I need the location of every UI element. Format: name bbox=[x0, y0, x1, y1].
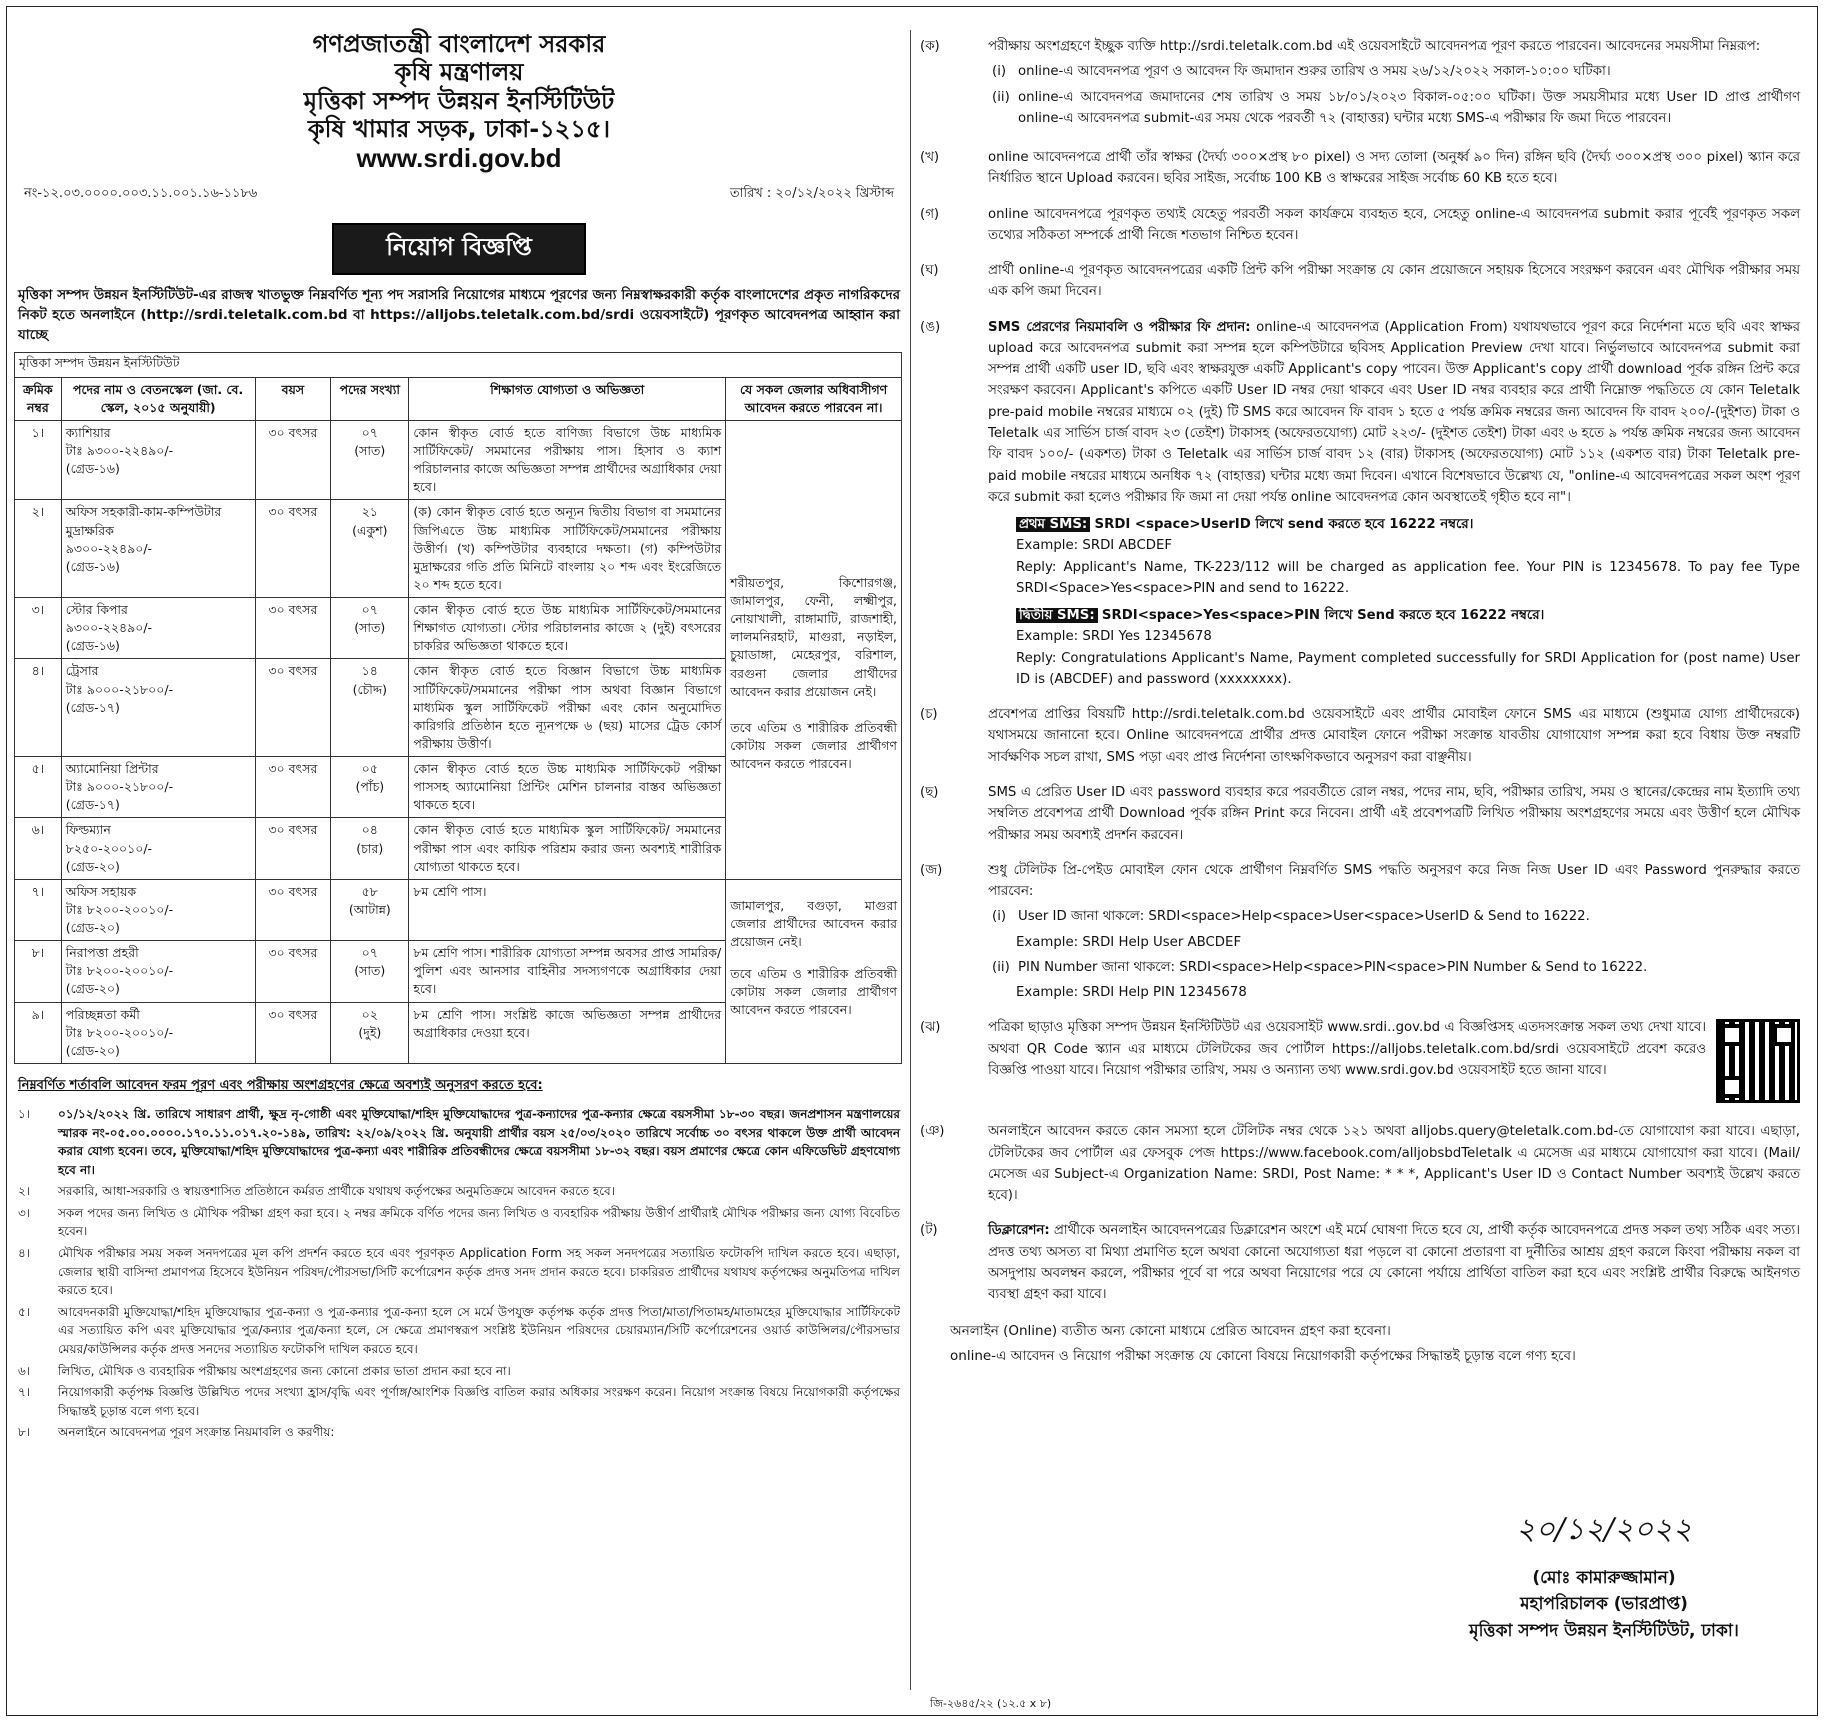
signature-block bbox=[1444, 1505, 1764, 1644]
conditions-list bbox=[14, 1105, 904, 1442]
cell-age: ৩০ বৎসর bbox=[255, 818, 331, 879]
cell-qualification: (ক) কোন স্বীকৃত বোর্ড হতে অন্যূন দ্বিতীয় বিভাগ বা সমমানের জিপিএতে উচ্চ মাধ্যমিক সার্টিফিকেট/সমমানের পরীক্ষায় উত্তীর্ণ। (খ) কম্পিউটার ব্যবহারে দক্ষতা। (গ) কম্পিউটার মুদ্রাক্ষরের গতি প্রতি মিনিটে বাংলায় ২০ শব্দ এবং ইংরেজিতে ২০ শব্দ হতে হবে। bbox=[409, 500, 726, 598]
item-ta-declaration: (ট) ডিক্লারেশন: প্রার্থীকে অনলাইন আবেদনপত্রের ডিক্লারেশন অংশে এই মর্মে ঘোষণা দিতে হবে যে, প্রার্থী কর্তৃক আবেদনপত্রে প্রদত্ত সকল তথ্য সঠিক এবং সত্য। প্রদত্ত তথ্য অসত্য বা মিথ্যা প্রমাণিত হলে অথবা কোনো অযোগ্যতা ধরা পড়লে বা কোনো প্রতারণা বা দুর্নীতির আশ্রয় গ্রহণ করলে কিংবা পরীক্ষায় নকল বা অসদুপায় অবলম্বন করলে, পরীক্ষার পূর্বে বা পরে অথবা নিয়োগের পরে যে কোনো পর্যায়ে প্রার্থিতা বাতিল করা হবে এবং সংশ্লিষ্ট প্রার্থীর বিরুদ্ধে আইনগত ব্যবস্থা গ্রহণ করা যাবে। bbox=[920, 1223, 1800, 1303]
cell-post: ফিল্ডম্যান ৮২৫০-২০০১০/- (গ্রেড-২০) bbox=[61, 818, 255, 879]
item-ja: (জ) শুধু টেলিটক প্রি-পেইড মোবাইল ফোন থেকে প্রার্থীগণ নিম্নবর্ণিত SMS পদ্ধতি অনুসরণ করে নিজ নিজ User ID এবং Password পুনরুদ্ধার করতে পারবেন: (i) User ID জানা থাকলে: SRDI<space>Help<space>User<space>UserID & Send to 16222. Example: SRDI Help User ABCDEF (ii) PIN Number জানা থাকলে: SRDI<space>Help<space>PIN<space>PIN Number & Send to 16222. Example: SRDI Help PIN 12345678 bbox=[920, 862, 1800, 1001]
cell-post: ক্যাশিয়ার টাঃ ৯৩০০-২২৪৯০/- (গ্রেড-১৬) bbox=[61, 420, 255, 500]
item-nya: (ঞ) অনলাইনে আবেদন করতে কোন সমস্যা হলে টেলিটক নম্বর থেকে ১২১ অথবা alljobs.query@teletalk.com.bd-তে যোগাযোগ করা যাবে। এছাড়া, টেলিটকের জব পোর্টাল এর ফেসবুক পেজ https://www.facebook.com/alljobsbdTeletalk এ মেসেজ এর মাধ্যমে যোগাযোগ করা যাবে। (Mail/মেসেজ এর Subject-এ Organization Name: SRDI, Post Name: * * *, Applicant's User ID ও Contact Number অবশ্যই উল্লেখ করতে হবে)। bbox=[920, 1124, 1800, 1204]
vacancy-table bbox=[14, 377, 902, 1064]
cell-age: ৩০ বৎসর bbox=[255, 941, 331, 1002]
qr-code-icon bbox=[1716, 1019, 1800, 1103]
cell-post: অফিস সহায়ক টাঃ ৮২০০-২০০১০/- (গ্রেড-২০) bbox=[61, 879, 255, 940]
cell-post: অ্যামোনিয়া প্রিন্টার টাঃ ৯০০০-২১৮০০/- (গ্রেড-১৭) bbox=[61, 757, 255, 818]
cell-age: ৩০ বৎসর bbox=[255, 420, 331, 500]
cell-count: ০৭ (সাত) bbox=[331, 941, 409, 1002]
ministry-name: কৃষি মন্ত্রণালয় bbox=[394, 58, 524, 87]
condition-item: ৮। অনলাইনে আবেদনপত্র পূরণ সংক্রান্ত নিয়মাবলি ও করণীয়: bbox=[18, 1425, 335, 1440]
column-divider bbox=[910, 30, 911, 1690]
condition-item: ৪। মৌখিক পরীক্ষার সময় সকল সনদপত্রের মূল কপি প্রদর্শন করতে হবে এবং পূরণকৃত Application Form সহ সকল সনদপত্রের সত্যায়িত ফটোকপি দাখিল করতে হবে। এছাড়া, জেলার স্থায়ী বাসিন্দা প্রমাণপত্র হিসেবে ইউনিয়ন পরিষদ/পৌরসভা/সিটি কর্পোরেশন কর্তৃক প্রদত্ত সনদ প্রদান করতে হবে। চাকরিরত প্রার্থীদের যথাযথ কর্তৃপক্ষের অনুমতিপত্র দাখিল করতে হবে। bbox=[18, 1246, 900, 1298]
col-serial: ক্রমিক নম্বর bbox=[15, 377, 62, 420]
notice-title: নিয়োগ বিজ্ঞপ্তি bbox=[332, 223, 586, 275]
cell-post: স্টোর কিপার ৯৩০০-২২৪৯০/- (গ্রেড-১৬) bbox=[61, 598, 255, 659]
cell-qualification: কোন স্বীকৃত বোর্ড হতে উচ্চ মাধ্যমিক সার্টিফিকেট/সমমানের শিক্ষাগত যোগ্যতা। স্টোর পরিচালনার কাজে ২ (দুই) বৎসরের চাকরির অভিজ্ঞতা থাকতে হবে। bbox=[409, 598, 726, 659]
cell-serial: ৬। bbox=[15, 818, 62, 879]
conditions-title: নিম্নবর্ণিত শর্তাবলি আবেদন ফরম পূরণ এবং পরীক্ষায় অংশগ্রহণের ক্ষেত্রে অবশ্যই অনুসরণ করতে হবে: bbox=[18, 1077, 543, 1093]
cell-count: ২১ (একুশ) bbox=[331, 500, 409, 598]
cell-age: ৩০ বৎসর bbox=[255, 1002, 331, 1063]
online-only-note: অনলাইন (Online) ব্যতীত অন্য কোনো মাধ্যমে প্রেরিত আবেদন গ্রহণ করা হবেনা। bbox=[950, 1323, 1391, 1340]
cell-count: ৫৮ (আটান্ন) bbox=[331, 879, 409, 940]
cell-count: ০৫ (পাঁচ) bbox=[331, 757, 409, 818]
institute-address: কৃষি খামার সড়ক, ঢাকা-১২১৫। bbox=[307, 114, 611, 143]
item-kha: (খ) online আবেদনপত্রে প্রার্থী তাঁর স্বাক্ষর (দৈর্ঘ্য ৩০০×প্রস্থ ৮০ pixel) ও সদ্য তোলা (অনুর্ধ্ব ৯০ দিন) রঙ্গিন ছবি (দৈর্ঘ্য ৩০০×প্রস্থ ৩০০ pixel) স্ক্যান করে নির্ধারিত স্থানে Upload করবেন। ছবির সাইজ, সর্বোচ্চ 100 KB ও স্বাক্ষরের সাইজ সর্বোচ্চ 60 KB হতে হবে। bbox=[920, 150, 1800, 187]
cell-age: ৩০ বৎসর bbox=[255, 659, 331, 757]
cell-count: ১৪ (চৌদ্দ) bbox=[331, 659, 409, 757]
table-header-row bbox=[15, 377, 902, 420]
item-cha: (চ) প্রবেশপত্র প্রাপ্তির বিষয়টি http://srdi.teletalk.com.bd ওয়েবসাইটে এবং প্রার্থীর মোবাইল ফোনে SMS এর মাধ্যমে (শুধুমাত্র যোগ্য প্রার্থীদেরকে) যথাসময়ে জানানো হবে। Online আবেদনপত্রে প্রার্থীর প্রদত্ত মোবাইল ফোনে পরীক্ষা সংক্রান্ত যাবতীয় যোগাযোগ সম্পন্ন করা হবে বিধায় উক্ত নম্বরটি সার্বক্ষণিক সচল রাখা, SMS পড়া এবং প্রাপ্ত নির্দেশনা তাৎক্ষণিকভাবে অনুসরণ করা বাঞ্ছনীয়। bbox=[920, 707, 1800, 765]
cell-qualification: কোন স্বীকৃত বোর্ড হতে বাণিজ্য বিভাগে উচ্চ মাধ্যমিক সার্টিফিকেট/ সমমানের পরীক্ষায় পাস। হিসাব ও ক্যাশ পরিচালনার কাজে অভিজ্ঞতা সম্পন্ন প্রার্থীদের অগ্রাধিকার দেয়া হবে। bbox=[409, 420, 726, 500]
cell-districts: শরীয়তপুর, কিশোরগঞ্জ, জামালপুর, ফেনী, লক্ষ্মীপুর, নোয়াখালী, রাঙ্গামাটি, রাজশাহী, লালমনিরহাট, মাগুরা, নড়াইল, চুয়াডাঙ্গা, মেহেরপুর, বরিশাল, বরগুনা জেলার প্রার্থীদের আবেদন করার প্রয়োজন নেই। তবে এতিম ও শারীরিক প্রতিবন্ধী কোটায় সকল জেলার প্রার্থীগণ আবেদন করতে পারবেন। bbox=[726, 420, 902, 879]
authority-note: online-এ আবেদন ও নিয়োগ পরীক্ষা সংক্রান্ত যে কোনো বিষয়ে নিয়োগকারী কর্তৃপক্ষের সিদ্ধান্তই চূড়ান্ত বলে গণ্য হবে। bbox=[950, 1347, 1576, 1364]
cell-post: ট্রেসার টাঃ ৯০০০-২১৮০০/- (গ্রেড-১৭) bbox=[61, 659, 255, 757]
institute-website: www.srdi.gov.bd bbox=[356, 143, 562, 174]
cell-count: ০৭ (সাত) bbox=[331, 598, 409, 659]
item-chha: (ছ) SMS এ প্রেরিত User ID এবং password ব্যবহার করে পরবর্তীতে রোল নম্বর, পদের নাম, ছবি, পরীক্ষার তারিখ, সময় ও স্থানের/কেন্দ্রের নাম ইত্যাদি তথ্য সম্বলিত প্রবেশপত্র প্রার্থী Download পূর্বক রঙ্গিন Print করে নিবেন। প্রার্থী এই প্রবেশপত্রটি লিখিত পরীক্ষায় অংশগ্রহণের সময়ে এবং উত্তীর্ণ হলে মৌখিক পরীক্ষার সময় অবশ্যই প্রদর্শন করবেন। bbox=[920, 784, 1800, 843]
govt-name: গণপ্রজাতন্ত্রী বাংলাদেশ সরকার bbox=[312, 30, 606, 58]
cell-post: পরিচ্ছন্নতা কর্মী টাঃ ৮২০০-২০০১০/- (গ্রেড-২০) bbox=[61, 1002, 255, 1063]
reference-row bbox=[14, 184, 904, 205]
footer-code: জি-২৬৪৫/২২ (১২.৫ x ৮) bbox=[930, 1697, 1052, 1710]
cell-qualification: ৮ম শ্রেণি পাস। bbox=[409, 879, 726, 940]
cell-qualification: কোন স্বীকৃত বোর্ড হতে মাধ্যমিক স্কুল সার্টিফিকেট/ সমমানের পরীক্ষা পাস এবং কায়িক পরিশ্রম করার জন্য অবশ্যই শারীরিক যোগ্যতা থাকতে হবে। bbox=[409, 818, 726, 879]
condition-item: ৭। নিয়োগকারী কর্তৃপক্ষ বিজ্ঞপ্তি উল্লিখিত পদের সংখ্যা হ্রাস/বৃদ্ধি এবং পূর্ণাঙ্গ/আংশিক বিজ্ঞপ্তি বাতিল করার অধিকার সংরক্ষণ করেন। নিয়োগ সংক্রান্ত বিষয়ে নিয়োগকারী কর্তৃপক্ষের সিদ্ধান্তই চূড়ান্ত বলে গণ্য হবে। bbox=[18, 1385, 900, 1418]
col-qualification: শিক্ষাগত যোগ্যতা ও অভিজ্ঞতা bbox=[409, 377, 726, 420]
right-column bbox=[920, 36, 1800, 1368]
cell-serial: ৯। bbox=[15, 1002, 62, 1063]
signatory-organization: মৃত্তিকা সম্পদ উন্নয়ন ইনস্টিটিউট, ঢাকা। bbox=[1469, 1620, 1739, 1641]
item-uma-sms-rules: (ঙ) SMS প্রেরণের নিয়মাবলি ও পরীক্ষার ফি প্রদান: online-এ আবেদনপত্র (Application From) যথাযথভাবে পূরণ করে নির্দেশনা মতে ছবি এবং স্বাক্ষর upload করে আবেদনপত্র submit করা সম্পন্ন হলে কম্পিউটারে ছবিসহ Application Preview দেখা যাবে। নির্ভুলভাবে আবেদনপত্র submit করা সম্পন্ন প্রার্থী একটি user ID, ছবি এবং স্বাক্ষরযুক্ত একটি Applicant's copy পাবেন। উক্ত Applicant's copy প্রার্থী download পূর্বক রঙ্গিন প্রিন্ট করে সংরক্ষণ করবেন। Applicant's কপিতে একটি User ID নম্বর দেয়া থাকবে এবং User ID নম্বর ব্যবহার করে প্রার্থী নিম্নোক্ত পদ্ধতিতে যে কোন Teletalk pre-paid mobile নম্বরের মাধ্যমে ০২ (দুই) টি SMS করে আবেদন ফি বাবদ ১ হতে ৫ পর্যন্ত ক্রমিক নম্বরের জন্য আবেদন ফি বাবদ ২০০/-(দুইশত) টাকা ও Teletalk এর সার্ভিস চার্জ বাবদ ২৩ (তেইশ) টাকাসহ (অফেরতযোগ্য) মোট ২২৩/- (দুইশত তেইশ) টাকা এবং ৬ হতে ৯ পর্যন্ত ক্রমিক নম্বরের জন্য আবেদন ফি বাবদ ১০০/- (একশত) টাকা ও Teletalk এর সার্ভিস চার্জ বাবদ ১২ (বার) টাকাসহ (অফেরতযোগ্য) মোট ১১২ (একশত বার) টাকা Teletalk pre-paid mobile নম্বরের মাধ্যমে অনধিক ৭২ (বাহাত্তর) ঘন্টার মধ্যে জমা দিবেন। এখানে বিশেষভাবে উল্লেখ্য যে, "online-এ আবেদনপত্রের সকল অংশ পূরণ করে submit করা হলেও পরীক্ষার ফি জমা না দেয়া পর্যন্ত online আবেদনপত্র কোন অবস্থাতেই গৃহীত হবে না"। প্রথম SMS: SRDI <space>UserID লিখে send করতে হবে 16222 নম্বরে। Example: SRDI ABCDEF Reply: Applicant's Name, TK-223/112 will be charged as application fee. Your PIN is 12345678. To pay fee Type SRDI<Space>Yes<space>PIN and send to 16222. দ্বিতীয় SMS: SRDI<space>Yes<space>PIN লিখে Send করতে হবে 16222 নম্বরে। Example: SRDI Yes 12345678 Reply: Congratulations Applicant's Name, Payment completed successfully for SRDI Application for (post name) User ID is (ABCDEF) and password (xxxxxxxx). bbox=[920, 319, 1800, 687]
cell-count: ০৪ (চার) bbox=[331, 818, 409, 879]
cell-post: অফিস সহকারী-কাম-কম্পিউটার মুদ্রাক্ষরিক ৯৩০০-২২৪৯০/- (গ্রেড-১৬) bbox=[61, 500, 255, 598]
cell-serial: ৭। bbox=[15, 879, 62, 940]
cell-serial: ২। bbox=[15, 500, 62, 598]
cell-age: ৩০ বৎসর bbox=[255, 757, 331, 818]
cell-qualification: ৮ম শ্রেণি পাস। সংশ্লিষ্ট কাজে অভিজ্ঞতা সম্পন্ন প্রার্থীদের অগ্রাধিকার দেওয়া হবে। bbox=[409, 1002, 726, 1063]
condition-item: ২। সরকারি, আধা-সরকারি ও স্বায়ত্তশাসিত প্রতিষ্ঠানে কর্মরত প্রার্থীকে যথাযথ কর্তৃপক্ষের অনুমতিক্রমে আবেদন করতে হবে। bbox=[18, 1184, 615, 1199]
item-jha: (ঝ) পত্রিকা ছাড়াও মৃত্তিকা সম্পদ উন্নয়ন ইনস্টিটিউট এর ওয়েবসাইট www.srdi..gov.bd এ বিজ্ঞপ্তিসহ এতদসংক্রান্ত সকল তথ্য দেখা যাবে। অথবা QR Code স্ক্যান এর মাধ্যমে টেলিটকের জব পোর্টাল https://alljobs.teletalk.com.bd/srdi ওয়েবসাইটে প্রবেশ করেও বিজ্ঞপ্তি পাওয়া যাবে। নিয়োগ পরীক্ষার তারিখ, সময় ও অন্যান্য তথ্য www.srdi.gov.bd ওয়েবসাইট হতে জানা যাবে। bbox=[920, 1017, 1800, 1107]
notice-date: তারিখ : ২০/১২/২০২২ খ্রিস্টাব্দ bbox=[729, 185, 894, 201]
handwritten-signature: ২০/১২/২০২২ bbox=[1515, 1512, 1693, 1547]
cell-age: ৩০ বৎসর bbox=[255, 598, 331, 659]
table-caption: মৃত্তিকা সম্পদ উন্নয়ন ইনস্টিটিউট bbox=[14, 352, 902, 377]
cell-serial: ৪। bbox=[15, 659, 62, 757]
cell-qualification: কোন স্বীকৃত বোর্ড হতে বিজ্ঞান বিভাগে উচ্চ মাধ্যমিক সার্টিফিকেট/সমমানের পরীক্ষা পাস অথবা বিজ্ঞান বিভাগে মাধ্যমিক স্কুল সার্টিফিকেট পরীক্ষা এবং কোন অনুমোদিত কারিগরি প্রতিষ্ঠান হতে ন্যূনপক্ষে ৬ (ছয়) মাসের ট্রেড কোর্স পরীক্ষায় উত্তীর্ণ। bbox=[409, 659, 726, 757]
item-ga: (গ) online আবেদনপত্রে পূরণকৃত তথ্যই যেহেতু পরবর্তী সকল কার্যক্রমে ব্যবহৃত হবে, সেহেতু online-এ আবেদনপত্র submit করার পূর্বেই পূরণকৃত সকল তথ্যের সঠিকতা সম্পর্কে প্রার্থী নিজে শতভাগ নিশ্চিত হবেন। bbox=[920, 206, 1800, 243]
signatory-designation: মহাপরিচালক (ভারপ্রাপ্ত) bbox=[1520, 1594, 1688, 1615]
col-districts: যে সকল জেলার অধিবাসীগণ আবেদন করতে পারবেন না। bbox=[726, 377, 902, 420]
col-age: বয়স bbox=[255, 377, 331, 420]
condition-item: ১। ০১/১২/২০২২ খ্রি. তারিখে সাধারণ প্রার্থী, ক্ষুদ্র নৃ-গোষ্ঠী এবং মুক্তিযোদ্ধা/শহিদ মুক্তিযোদ্ধাদের পুত্র-কন্যাদের পুত্র-কন্যার ক্ষেত্রে বয়সসীমা ১৮-৩০ বছর। জনপ্রশাসন মন্ত্রণালয়ের স্মারক নং-০৫.০০.০০০০.১৭০.১১.০১৭.২০-১৪৯, তারিখ: ২২/০৯/২০২২ খ্রি. অনুযায়ী প্রার্থীর বয়স ২৫/০৩/২০২০ তারিখে সর্বোচ্চ ৩০ বৎসর থাকলে উক্ত প্রার্থী আবেদন করার যোগ্য হবেন। তবে, মুক্তিযোদ্ধা/শহিদ মুক্তিযোদ্ধাদের পুত্র-কন্যা এবং শারীরিক প্রতিবন্ধীদের ক্ষেত্রে বয়সসীমা ১৮-৩২ বছর। বয়স প্রমাণের ক্ষেত্রে কোন এফিডেভিট গ্রহণযোগ্য হবে না। bbox=[18, 1106, 900, 1177]
condition-item: ৩। সকল পদের জন্য লিখিত ও মৌখিক পরীক্ষা গ্রহণ করা হবে। ২ নম্বর ক্রমিকে বর্ণিত পদের জন্য লিখিত ও ব্যবহারিক পরীক্ষায় উত্তীর্ণ প্রার্থীরাই মৌখিক পরীক্ষার জন্য যোগ্য বিবেচিত হবেন। bbox=[18, 1205, 900, 1239]
condition-item: ৫। আবেদনকারী মুক্তিযোদ্ধা/শহিদ মুক্তিযোদ্ধার পুত্র-কন্যা ও পুত্র-কন্যার পুত্র-কন্যা হলে সে মর্মে উপযুক্ত কর্তৃপক্ষ কর্তৃক প্রদত্ত পিতা/মাতা/পিতামহ/মাতামহের মুক্তিযোদ্ধার সার্টিফিকেট এর সত্যায়িত কপি এবং মুক্তিযোদ্ধার পুত্র/কন্যার পুত্র/কন্যা হলে, সে ক্ষেত্রে প্রমাণস্বরূপ সংশ্লিষ্ট ইউনিয়ন পরিষদের চেয়ারম্যান/সিটি কর্পোরেশনের ওয়ার্ড কাউন্সিলর/পৌরসভার মেয়র/কাউন্সিলর কর্তৃক প্রদত্ত সনদের সত্যায়িত ফটোকপি দাখিল করতে হবে। bbox=[18, 1304, 900, 1357]
cell-qualification: ৮ম শ্রেণি পাস। শারীরিক যোগ্যতা সম্পন্ন অবসর প্রাপ্ত সামরিক/পুলিশ এবং আনসার বাহিনীর সদস্যগণকে অগ্রাধিকার দেয়া হবে। bbox=[409, 941, 726, 1002]
item-gha: (ঘ) প্রার্থী online-এ পূরণকৃত আবেদনপত্রের একটি প্রিন্ট কপি পরীক্ষা সংক্রান্ত যে কোন প্রয়োজনে সহায়ক হিসেবে সংরক্ষণ করবেন এবং মৌখিক পরীক্ষার সময় এক কপি জমা দিবেন। bbox=[920, 263, 1800, 300]
cell-qualification: কোন স্বীকৃত বোর্ড হতে উচ্চ মাধ্যমিক সার্টিফিকেট পরীক্ষা পাসসহ অ্যামোনিয়া প্রিন্টিং মেশিন চালনার বাস্তব অভিজ্ঞতা থাকতে হবে। bbox=[409, 757, 726, 818]
first-sms-tag: প্রথম SMS: bbox=[1016, 517, 1090, 532]
cell-serial: ৫। bbox=[15, 757, 62, 818]
left-column bbox=[14, 30, 904, 1445]
cell-age: ৩০ বৎসর bbox=[255, 879, 331, 940]
second-sms-tag: দ্বিতীয় SMS: bbox=[1016, 608, 1098, 623]
institute-name: মৃত্তিকা সম্পদ উন্নয়ন ইনস্টিটিউট bbox=[303, 86, 615, 115]
cell-count: ০৭ (সাত) bbox=[331, 420, 409, 500]
cell-serial: ৮। bbox=[15, 941, 62, 1002]
table-row bbox=[15, 879, 902, 940]
cell-districts: জামালপুর, বগুড়া, মাগুরা জেলার প্রার্থীদের আবেদন করার প্রয়োজন নেই। তবে এতিম ও শারীরিক প্রতিবন্ধী কোটায় সকল জেলার প্রার্থীগণ আবেদন করতে পারবেন। bbox=[726, 879, 902, 1063]
cell-count: ০২ (দুই) bbox=[331, 1002, 409, 1063]
cell-serial: ১। bbox=[15, 420, 62, 500]
cell-post: নিরাপত্তা প্রহরী টাঃ ৮২০০-২০০১০/- (গ্রেড-২০) bbox=[61, 941, 255, 1002]
condition-item: ৬। লিখিত, মৌখিক ও ব্যবহারিক পরীক্ষায় অংশগ্রহণের জন্য কোনো প্রকার ভাতা প্রদান করা হবে না। bbox=[18, 1363, 511, 1378]
signatory-name: (মোঃ কামারুজ্জামান) bbox=[1532, 1568, 1676, 1588]
cell-age: ৩০ বৎসর bbox=[255, 500, 331, 598]
memo-number: নং-১২.০৩.০০০০.০০৩.১১.০০১.১৬-১১৮৬ bbox=[24, 185, 258, 201]
table-row bbox=[15, 420, 902, 500]
cell-serial: ৩। bbox=[15, 598, 62, 659]
intro-paragraph: মৃত্তিকা সম্পদ উন্নয়ন ইনস্টিটিউট-এর রাজস্ব খাতভুক্ত নিম্নবর্ণিত শূন্য পদ সরাসরি নিয়োগের মাধ্যমে পূরণের জন্য নিম্নস্বাক্ষরকারী কর্তৃক বাংলাদেশের প্রকৃত নাগরিকদের নিকট হতে অনলাইনে (http://srdi.teletalk.com.bd বা https://alljobs.teletalk.com.bd/srdi ওয়েবসাইটে) পূরণকৃত আবেদনপত্র আহ্বান করা যাচ্ছে bbox=[18, 286, 900, 344]
item-ka: (ক) পরীক্ষায় অংশগ্রহণে ইচ্ছুক ব্যক্তি http://srdi.teletalk.com.bd এই ওয়েবসাইটে আবেদনপত্র পূরণ করতে পারবেন। আবেদনের সময়সীমা নিম্নরূপ: (i) online-এ আবেদনপত্র পূরণ ও আবেদন ফি জমাদান শুরুর তারিখ ও সময় ২৬/১২/২০২২ সকাল-১০:০০ ঘটিকা। (ii) online-এ আবেদনপত্র জমাদানের শেষ তারিখ ও সময় ১৮/০১/২০২৩ বিকাল-০৫:০০ ঘটিকা। উক্ত সময়সীমার মধ্যে User ID প্রাপ্ত প্রার্থীগণ online-এ আবেদনপত্র submit-এর সময় থেকে পরবর্তী ৭২ (বাহাত্তর) ঘন্টার মধ্যে SMS-এ পরীক্ষার ফি জমা দিতে পারবেন। bbox=[920, 39, 1800, 126]
org-header bbox=[14, 30, 904, 174]
col-post: পদের নাম ও বেতনস্কেল (জা. বে. স্কেল, ২০১৫ অনুযায়ী) bbox=[61, 377, 255, 420]
col-count: পদের সংখ্যা bbox=[331, 377, 409, 420]
